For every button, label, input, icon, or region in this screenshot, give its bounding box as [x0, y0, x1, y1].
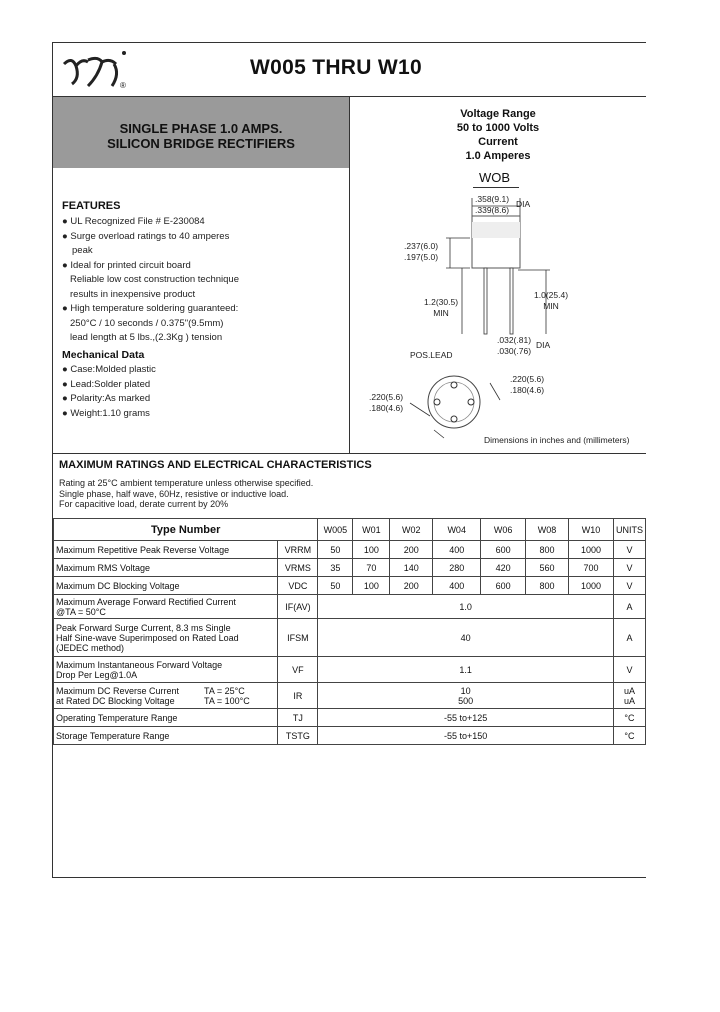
unit-cell: A [613, 595, 645, 619]
value-cell: 1000 [569, 541, 614, 559]
mechanical-line: ● Polarity:As marked [62, 393, 151, 404]
symbol-cell: VDC [278, 577, 318, 595]
column-header: W02 [390, 519, 433, 541]
value-cell: 600 [481, 577, 526, 595]
lead-length-min: MIN [433, 308, 449, 318]
column-header: W005 [318, 519, 353, 541]
dim-top-dia: DIA [516, 199, 531, 209]
feature-line: ● Ideal for printed circuit board [62, 259, 191, 271]
symbol-cell: IR [278, 683, 318, 709]
unit-cell: V [613, 657, 645, 683]
section-divider [52, 453, 646, 454]
dim-top-min: .339(8.6) [475, 205, 510, 215]
table-row [54, 657, 646, 683]
symbol-cell: TJ [278, 709, 318, 727]
value-cell: 50 [318, 577, 353, 595]
ratings-notes [59, 478, 313, 510]
value-cell: -55 to+150 [318, 727, 614, 745]
feature-line: peak [72, 245, 93, 256]
voltage-range-label: Voltage Range [460, 108, 536, 120]
condition: TA = 25°C [204, 686, 245, 696]
feature-line: ● UL Recognized File # E-230084 [62, 216, 205, 227]
mechanical-line: ● Case:Molded plastic [62, 364, 156, 375]
type-number-header: Type Number [54, 519, 318, 541]
feature-line: lead length at 5 lbs.,(2.3Kg ) tension [70, 332, 223, 343]
unit-line: uA [623, 695, 635, 706]
product-line-2: SILICON BRIDGE RECTIFIERS [107, 136, 295, 151]
value-cell: 400 [433, 577, 481, 595]
column-header: W10 [569, 519, 614, 541]
value-cell: -55 to+125 [318, 709, 614, 727]
column-header: W04 [433, 519, 481, 541]
dim-top-max: .358(9.1) [475, 194, 510, 204]
dim-height [404, 241, 438, 263]
lead-length-value: 1.2(30.5) [424, 297, 459, 307]
param-cell [54, 619, 278, 657]
units-header: UNITS [613, 519, 645, 541]
unit-cell: V [613, 577, 645, 595]
param-line: Peak Forward Surge Current, 8.3 ms Single [56, 622, 231, 633]
unit-cell: °C [613, 727, 645, 745]
param-cell [54, 595, 278, 619]
condition: TA = 100°C [204, 696, 250, 706]
value-cell: 560 [526, 559, 569, 577]
value-cell: 100 [353, 577, 390, 595]
symbol-cell: TSTG [278, 727, 318, 745]
dimensions-note: Dimensions in inches and (millimeters) [484, 435, 630, 445]
ratings-heading: MAXIMUM RATINGS AND ELECTRICAL CHARACTERISTICS [59, 459, 372, 471]
company-logo [58, 48, 132, 92]
value-cell: 800 [526, 541, 569, 559]
lead-dia [497, 335, 531, 357]
unit-line: uA [623, 685, 635, 696]
symbol-cell: IF(AV) [278, 595, 318, 619]
ratings-note: For capacitive load, derate current by 20% [59, 499, 229, 509]
value-cell: 400 [433, 541, 481, 559]
param-cell [54, 657, 278, 683]
mechanical-line: ● Weight:1.10 grams [62, 407, 150, 419]
bottom-dim-right [510, 374, 544, 396]
page-title: W005 THRU W10 [250, 56, 422, 79]
value-cell: 50 [318, 541, 353, 559]
bottom-dim-left [369, 392, 403, 414]
feature-line: results in inexpensive product [70, 288, 196, 300]
features-list [62, 215, 239, 346]
pos-lead-label: POS.LEAD [410, 350, 453, 360]
voltage-range-value: 50 to 1000 Volts [456, 122, 540, 134]
dim-height-max: .237(6.0) [404, 241, 439, 251]
param-line: Maximum Average Forward Rectified Current [56, 596, 236, 607]
lead-dia-min: .030(.76) [497, 346, 532, 356]
lead-length2-min: MIN [543, 301, 559, 311]
lead-dia-max: .032(.81) [497, 335, 532, 345]
lead-dia-label: DIA [536, 340, 551, 350]
unit-cell: V [613, 559, 645, 577]
feature-line: ● Surge overload ratings to 40 amperes [62, 230, 230, 242]
param-line: Maximum Instantaneous Forward Voltage [56, 659, 223, 670]
table-row [54, 595, 646, 619]
param-cell: Storage Temperature Range [54, 727, 278, 745]
current-label: Current [478, 136, 518, 148]
symbol-cell: IFSM [278, 619, 318, 657]
column-header: W01 [353, 519, 390, 541]
table-row [54, 727, 646, 745]
ratings-note: Rating at 25°C ambient temperature unless otherwise specified. [59, 478, 314, 488]
unit-cell [613, 683, 645, 709]
param-cell: Maximum DC Blocking Voltage [54, 577, 278, 595]
bottom-dim-right-min: .180(4.6) [510, 385, 545, 395]
column-header: W08 [526, 519, 569, 541]
param-line: Half Sine-wave Superimposed on Rated Load [56, 632, 239, 643]
mechanical-heading: Mechanical Data [62, 349, 145, 361]
mechanical-list [62, 363, 156, 421]
registered-mark: ® [120, 81, 126, 90]
lead-length-right [534, 290, 568, 312]
symbol-cell: VF [278, 657, 318, 683]
symbol-cell: VRMS [278, 559, 318, 577]
dim-height-min: .197(5.0) [404, 252, 439, 262]
features-heading: FEATURES [62, 200, 121, 212]
table-row [54, 559, 646, 577]
value-cell: 280 [433, 559, 481, 577]
feature-line: 250°C / 10 seconds / 0.375"(9.5mm) [70, 317, 224, 329]
value-cell: 1.1 [318, 657, 614, 683]
column-header: W06 [481, 519, 526, 541]
value-cell: 800 [526, 577, 569, 595]
param-line: (JEDEC method) [56, 642, 125, 653]
ratings-note: Single phase, half wave, 60Hz, resistive or inductive load. [59, 488, 289, 499]
param-cell: Maximum Repetitive Peak Reverse Voltage [54, 541, 278, 559]
value-cell: 1000 [569, 577, 614, 595]
value-cell: 700 [569, 559, 614, 577]
param-line: Drop Per Leg@1.0A [56, 669, 138, 680]
value-cell: 100 [353, 541, 390, 559]
table-row [54, 577, 646, 595]
value-cell: 420 [481, 559, 526, 577]
product-line-1: SINGLE PHASE 1.0 AMPS. [119, 121, 283, 136]
bottom-dim-right-max: .220(5.6) [510, 374, 545, 384]
current-value: 1.0 Amperes [465, 150, 531, 162]
param-cell: Maximum RMS Voltage [54, 559, 278, 577]
value-cell: 70 [353, 559, 390, 577]
feature-line: ● High temperature soldering guaranteed: [62, 303, 239, 314]
lead-length2-value: 1.0(25.4) [534, 290, 569, 300]
unit-cell: A [613, 619, 645, 657]
param-line: @TA = 50°C [56, 606, 106, 617]
symbol-cell: VRRM [278, 541, 318, 559]
param-line: at Rated DC Blocking Voltage [56, 695, 175, 706]
param-line: Maximum DC Reverse Current [56, 685, 180, 696]
dim-top [475, 194, 509, 216]
characteristics-table [53, 518, 646, 745]
lead-length-left [424, 297, 458, 319]
value-line: 10 [460, 685, 471, 696]
package-name: WOB [479, 170, 511, 185]
feature-line: Reliable low cost construction technique [70, 274, 239, 285]
value-cell: 35 [318, 559, 353, 577]
value-cell: 200 [390, 577, 433, 595]
value-cell [318, 683, 614, 709]
value-cell: 600 [481, 541, 526, 559]
bottom-dim-left-min: .180(4.6) [369, 403, 404, 413]
value-cell: 40 [318, 619, 614, 657]
value-line: 500 [458, 695, 474, 706]
table-row [54, 683, 646, 709]
table-row [54, 541, 646, 559]
table-row [54, 709, 646, 727]
value-cell: 140 [390, 559, 433, 577]
bottom-dim-left-max: .220(5.6) [369, 392, 404, 402]
param-cell: Operating Temperature Range [54, 709, 278, 727]
unit-cell: V [613, 541, 645, 559]
mechanical-line: ● Lead:Solder plated [62, 378, 151, 390]
unit-cell: °C [613, 709, 645, 727]
value-cell: 1.0 [318, 595, 614, 619]
table-row [54, 619, 646, 657]
value-cell: 200 [390, 541, 433, 559]
table-header-row [54, 519, 646, 541]
condition-group [204, 686, 250, 706]
param-cell [54, 683, 278, 709]
